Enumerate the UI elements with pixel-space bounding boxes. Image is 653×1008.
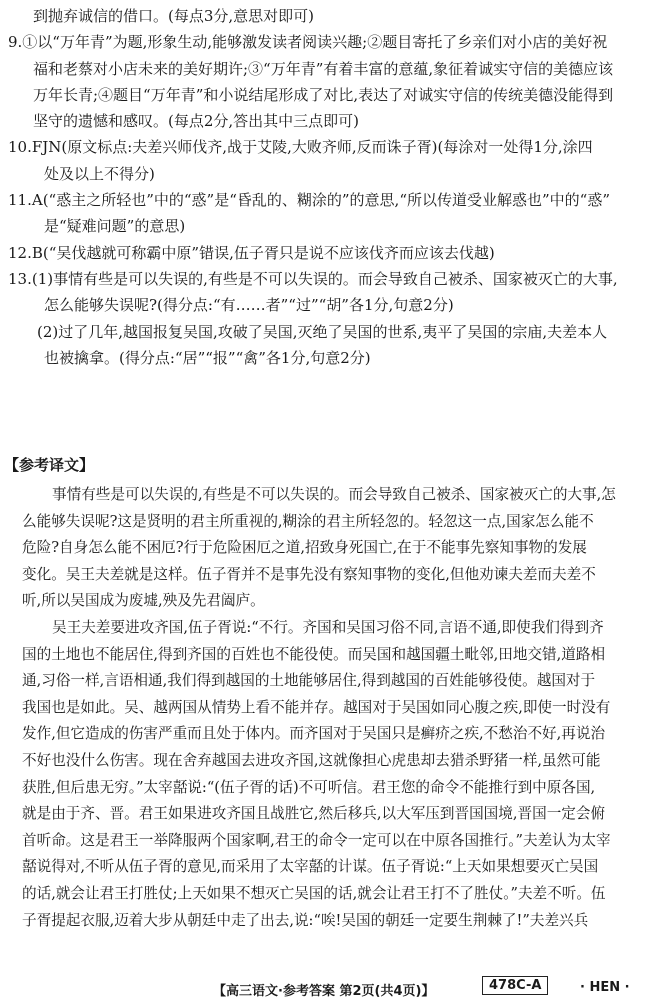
translation-line: 就是由于齐、晋。君王如果进攻齐国且战胜它,然后移兵,以大军压到晋国国境,晋国一定会俯 — [22, 805, 606, 823]
translation-line: 子胥提起衣服,迈着大步从朝廷中走了出去,说:“唉!吴国的朝廷一定要生荆棘了!”夫差兴兵 — [22, 911, 589, 929]
answer-section — [8, 3, 643, 371]
translation-line: 不好也没什么伤害。现在舍弃越国去进攻齐国,这就像担心虎患却去猎杀野猪一样,虽然可能 — [22, 751, 601, 769]
footer-title: 【高三语文·参考答案 第2页(共4页)】 — [213, 984, 435, 999]
page-footer — [0, 975, 653, 1001]
answer-line: 是“疑难问题”的意思) — [44, 217, 186, 236]
translation-line: 吴王夫差要进攻齐国,伍子胥说:“不行。齐国和吴国习俗不同,言语不通,即使我们得到齐 — [52, 618, 604, 636]
answer-line: 10.FJN(原文标点:夫差兴师伐齐,战于艾陵,大败齐师,反而诛子胥)(每涂对一处得1分,涂四 — [8, 138, 593, 157]
answer-line: 万年长青;④题目“万年青”和小说结尾形成了对比,表达了对诚实守信的传统美德没能得到 — [33, 85, 614, 104]
translation-line: 么能够失误呢?这是贤明的君主所重视的,糊涂的君主所轻忽的。轻忽这一点,国家怎么能不 — [22, 512, 594, 530]
translation-line: 我国也是如此。吴、越两国从情势上看不能并存。越国对于吴国如同心腹之疾,即使一时没有 — [22, 698, 611, 716]
translation-line: 发作,但它造成的伤害严重而且处于体内。而齐国对于吴国只是癣疥之疾,不愁治不好,再说治 — [22, 725, 606, 743]
reference-translation-heading: 【参考译文】 — [4, 456, 95, 474]
answer-line: 福和老蔡对小店未来的美好期许;③“万年青”有着丰富的意蕴,象征着诚实守信的美德应该 — [33, 59, 614, 78]
answer-line: 11.A(“惑主之所轻也”中的“惑”是“昏乱的、糊涂的”的意思,“所以传道受业解惑也”中的“惑” — [8, 191, 610, 210]
answer-line: 怎么能够失误呢?(得分点:“有……者”“过”“胡”各1分,句意2分) — [44, 296, 454, 315]
translation-line: 变化。吴王夫差就是这样。伍子胥并不是事先没有察知事物的变化,但他劝谏夫差而夫差不 — [22, 565, 596, 583]
answer-line: 9.①以“万年青”为题,形象生动,能够激发读者阅读兴趣;②题目寄托了乡亲们对小店的美好祝 — [8, 33, 608, 52]
translation-line: 首听命。这是君王一举降服两个国家啊,君王的命令一定可以在中原各国推行。”夫差认为太宰 — [22, 831, 611, 849]
translation-line: 听,所以吴国成为废墟,殃及先君阖庐。 — [22, 592, 265, 610]
translation-line: 通,习俗一样,言语相通,我们得到越国的土地能够居住,得到越国的百姓能够役使。越国对于 — [22, 672, 596, 690]
translation-line: 事情有些是可以失误的,有些是不可以失误的。而会导致自己被杀、国家被灭亡的大事,怎 — [52, 486, 616, 503]
footer-mark: · HEN · — [580, 980, 630, 995]
translation-section — [22, 482, 643, 934]
footer-code-badge: 478C-A — [482, 976, 548, 995]
translation-line: 嚭说得对,不听从伍子胥的意见,而采用了太宰嚭的计谋。伍子胥说:“上天如果想要灭亡吴国 — [22, 858, 599, 876]
answer-line: 到抛弃诚信的借口。(每点3分,意思对即可) — [33, 7, 315, 25]
answer-line: 也被擒拿。(得分点:“居”“报”“禽”各1分,句意2分) — [44, 348, 371, 367]
answer-line: 13.(1)事情有些是可以失误的,有些是不可以失误的。而会导致自己被杀、国家被灭亡的大事, — [8, 269, 618, 288]
answer-line: (2)过了几年,越国报复吴国,攻破了吴国,灭绝了吴国的世系,夷平了吴国的宗庙,夫差本人 — [37, 322, 608, 341]
translation-line: 获胜,但后患无穷。”太宰嚭说:“(伍子胥的话)不可听信。君王您的命令不能推行到中原各国, — [22, 778, 596, 796]
translation-line: 的话,就会让君王打胜仗;上天如果不想灭亡吴国的话,就会让君王打不了胜仗。”夫差不听。伍 — [22, 884, 606, 902]
translation-line: 危险?自身怎么能不困厄?行于危险困厄之道,招致身死国亡,在于不能事先察知事物的发展 — [22, 539, 587, 557]
translation-line: 国的土地也不能居住,得到齐国的百姓也不能役使。而吴国和越国疆土毗邻,田地交错,道路相 — [22, 645, 606, 663]
answer-line: 处及以上不得分) — [44, 164, 155, 183]
answer-line: 12.B(“吴伐越就可称霸中原”错误,伍子胥只是说不应该伐齐而应该去伐越) — [8, 243, 495, 262]
answer-line: 坚守的遗憾和感叹。(每点2分,答出其中三点即可) — [33, 112, 360, 131]
